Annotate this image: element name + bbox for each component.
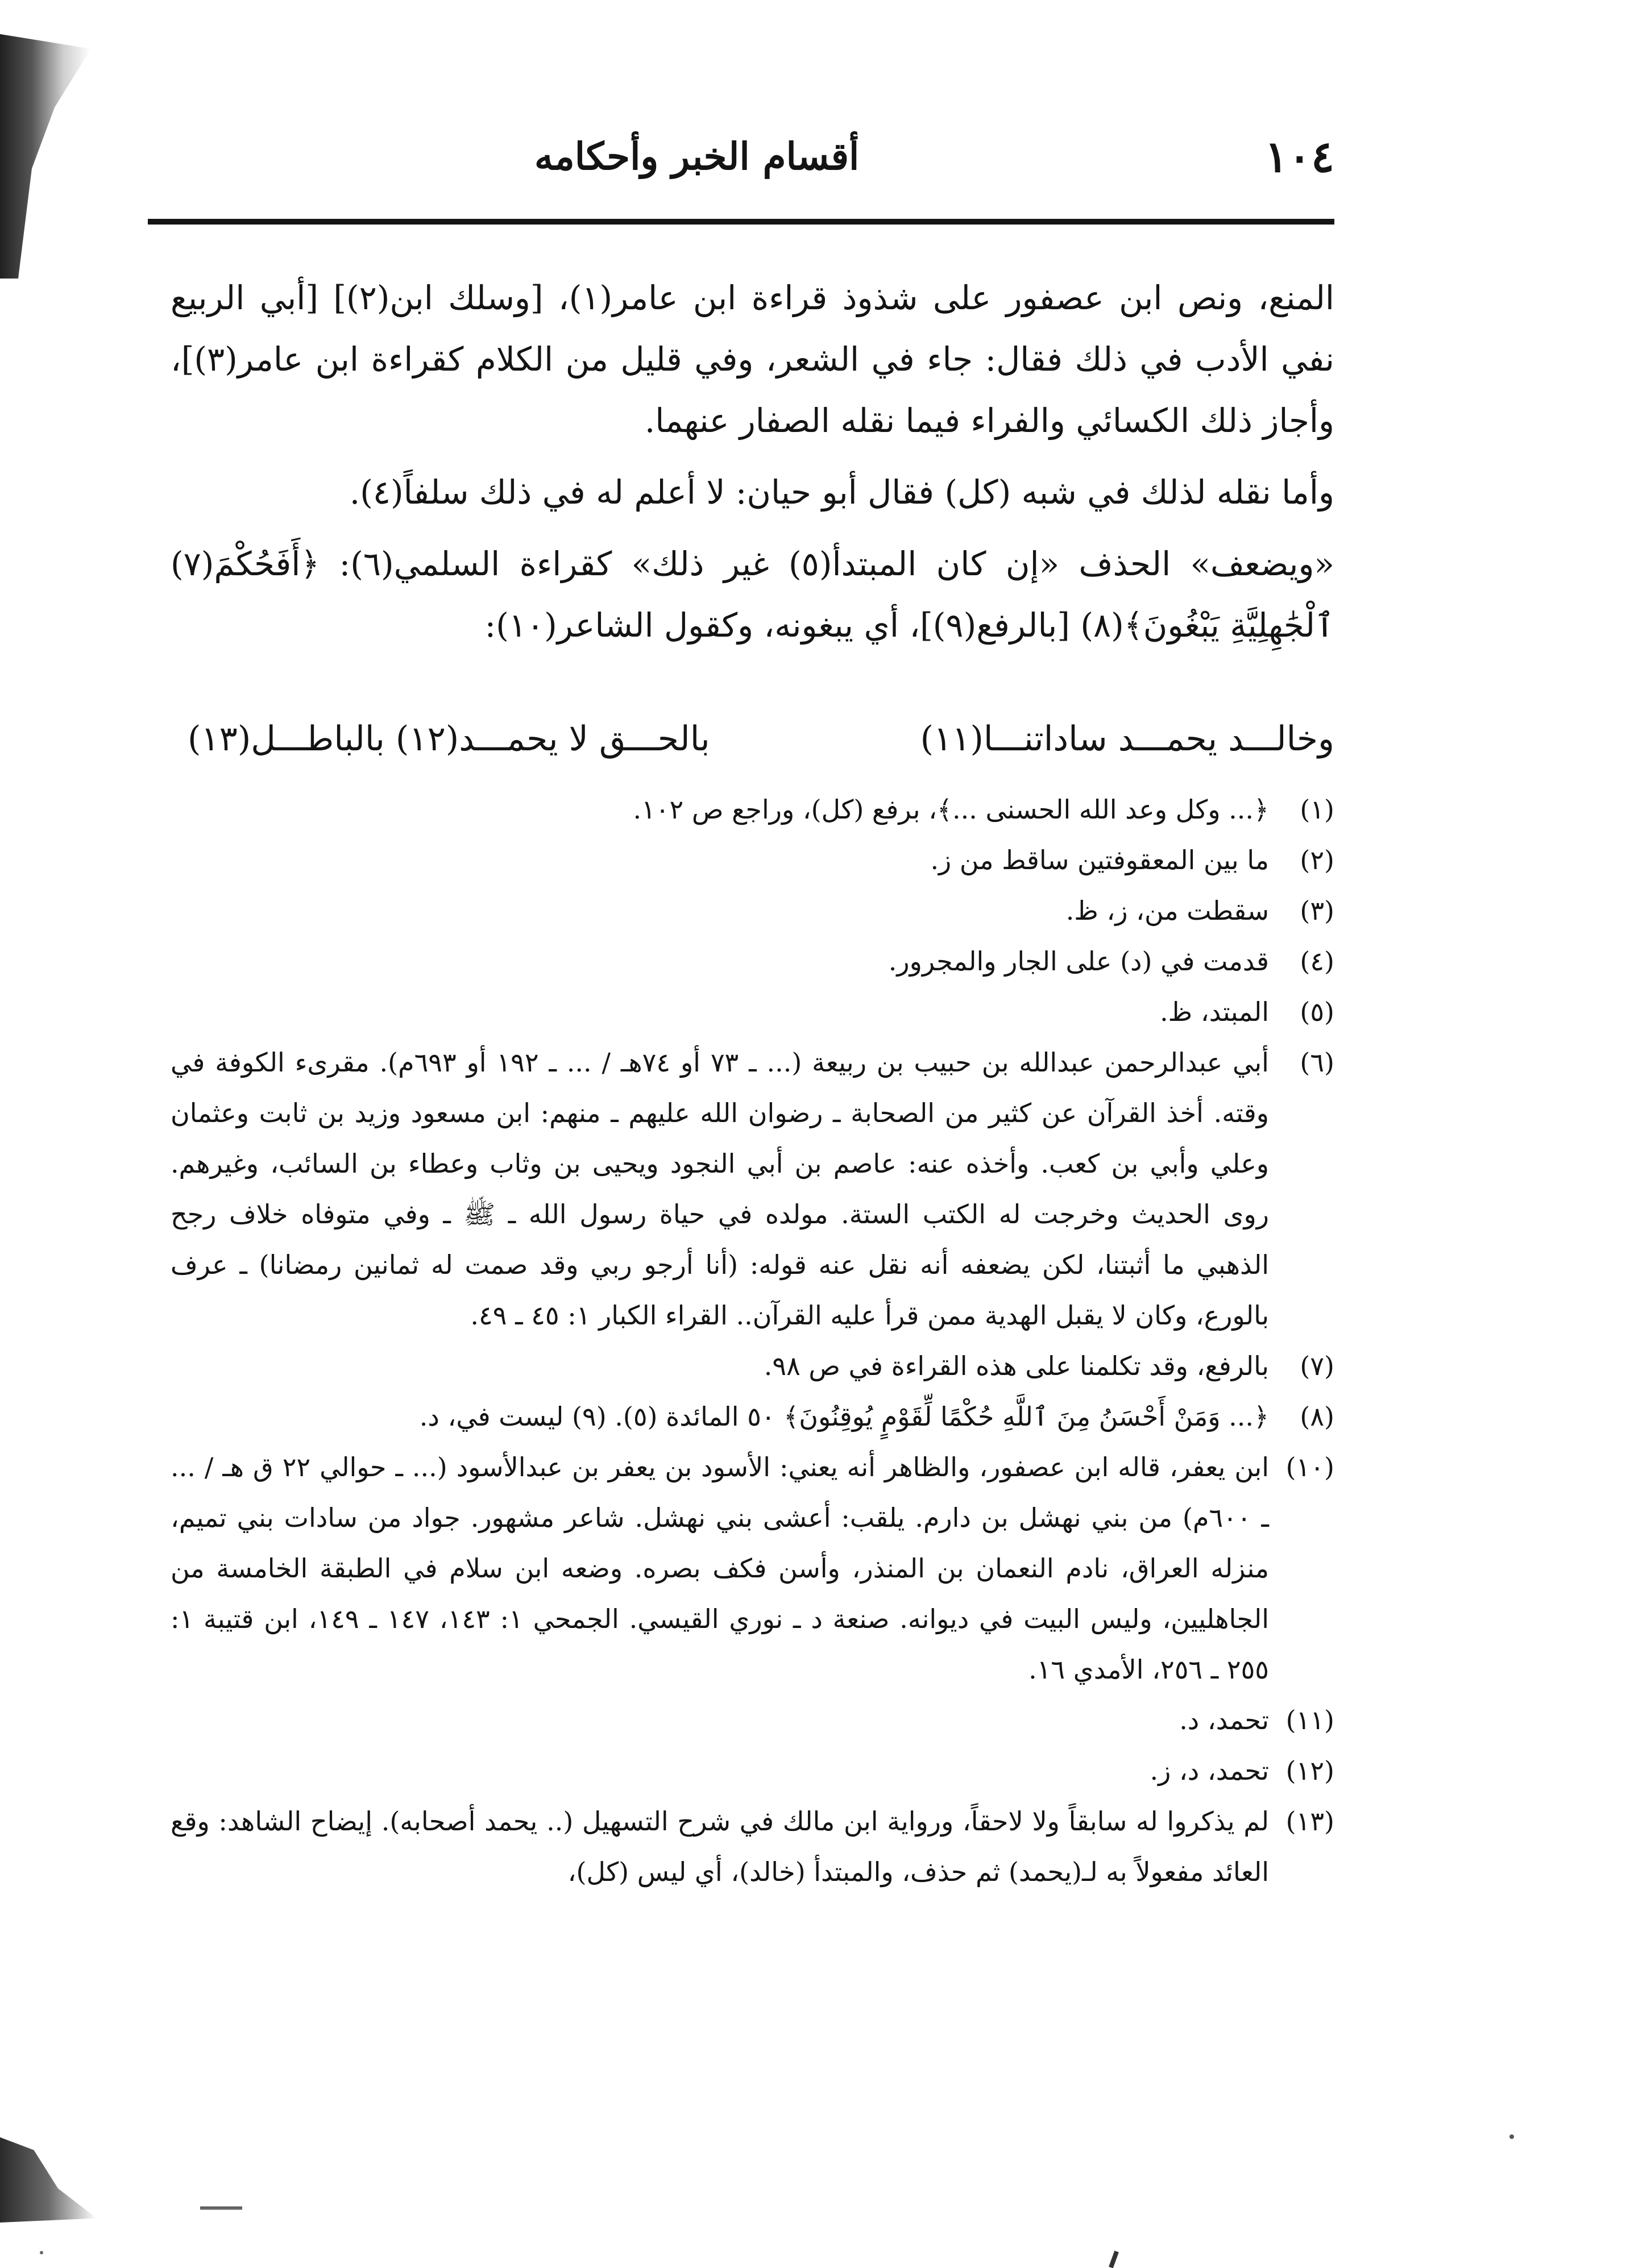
footnote-text: تحمد، د. [1179, 1705, 1269, 1735]
footnote-number: (٤) [1300, 946, 1334, 977]
header-rule [148, 219, 1334, 225]
paragraph-2: وأما نقله لذلك في شبه (كل) فقال أبو حيان: لا أعلم له في ذلك سلفاً(٤). [349, 473, 1334, 512]
footnote [171, 784, 1334, 835]
footnote-text: ﴿... وكل وعد الله الحسنى ...﴾، برفع (كل)، وراجع ص ١٠٢. [633, 794, 1269, 825]
footnote [171, 1341, 1334, 1391]
scan-mark [1109, 2251, 1119, 2268]
footnote-text: ابن يعفر، قاله ابن عصفور، والظاهر أنه يعني: الأسود بن يعفر بن عبدالأسود (... ـ حوالي ٢٢ ق هـ / ... ـ ٦٠٠م) من بني نهشل بن دارم. يلقب: أعشى بني نهشل. شاعر مشهور. جواد من سادات بني تميم، منزله العراق، نادم النعمان بن المنذر، وأسن فكف بصره. وضعه ابن سلام في الطبقة الخامسة من الجاهليين، وليس البيت في ديوانه. صنعة د ـ نوري القيسي. الجمحي ١: ١٤٣، ١٤٧ ـ ١٤٩، ابن قتيبة ١: ٢٥٥ ـ ٢٥٦، الأمدي ١٦. [171, 1452, 1270, 1685]
footnote-number: (١٠) [1285, 1452, 1334, 1482]
footnote [171, 1442, 1334, 1695]
page-header [148, 122, 1334, 190]
paragraph-3: «ويضعف» الحذف «إن كان المبتدأ(٥) غير ذلك» كقراءة السلمي(٦): ﴿أَفَحُكْمَ(٧) ٱلْجَٰهِلِيَّةِ يَبْغُونَ﴾(٨) [بالرفع(٩)]، أي يبغونه، وكقول الشاعر(١٠): [171, 545, 1334, 645]
footnote-text: أبي عبدالرحمن عبدالله بن حبيب بن ربيعة (... ـ ٧٣ أو ٧٤هـ / ... ـ ١٩٢ أو ٦٩٣م). مقرىء الكوفة في وقته. أخذ القرآن عن كثير من الصحابة ـ رضوان الله عليهم ـ منهم: ابن مسعود وزيد بن ثابت وعثمان وعلي وأبي بن كعب. وأخذه عنه: عاصم بن أبي النجود ويحيى بن وثاب وعطاء بن السائب، وغيرهم. روى الحديث وخرجت له الكتب الستة. مولده في حياة رسول الله ـ ﷺ ـ وفي متوفاه خلاف رجح الذهبي ما أثبتنا، لكن يضعفه أنه نقل عنه قوله: (أنا أرجو ربي وقد صمت له ثمانين رمضانا) ـ عرف بالورع، وكان لا يقبل الهدية ممن قرأ عليه القرآن.. القراء الكبار ١: ٤٥ ـ ٤٩. [171, 1047, 1269, 1331]
footnote-text: قدمت في (د) على الجار والمجرور. [888, 946, 1269, 977]
continuation-mark [200, 2207, 242, 2213]
footnote [171, 1391, 1334, 1442]
footnote [171, 936, 1334, 987]
footnote-number: (١) [1300, 794, 1334, 825]
footnotes [171, 784, 1334, 1897]
footnote-number: (٧) [1300, 1351, 1334, 1381]
footnote [171, 1746, 1334, 1796]
footnote-number: (١١) [1285, 1705, 1334, 1735]
footnote [171, 1796, 1334, 1897]
footnote-text: بالرفع، وقد تكلمنا على هذه القراءة في ص ٩٨. [764, 1351, 1269, 1381]
footnote-text: ﴿... وَمَنْ أَحْسَنُ مِنَ ٱللَّهِ حُكْمًا لِّقَوْمٍ يُوقِنُونَ﴾ ٥٠ المائدة (٥). (٩) ليست في، د. [419, 1401, 1269, 1432]
footnote-number: (٨) [1300, 1401, 1334, 1432]
footnote-text: المبتد، ظ. [1160, 996, 1269, 1027]
footnote-text: ما بين المعقوفتين ساقط من ز. [930, 845, 1269, 875]
paragraph-1: المنع، ونص ابن عصفور على شذوذ قراءة ابن عامر(١)، [وسلك ابن(٢)] [أبي الربيع نفي الأدب في ذلك فقال: جاء في الشعر، وفي قليل من الكلام كقراءة ابن عامر(٣)]، وأجاز ذلك الكسائي والفراء فيما نقله الصفار عنهما. [171, 279, 1334, 440]
footnote-number: (٢) [1300, 845, 1334, 875]
footnote [171, 1037, 1334, 1341]
footnote-number: (١٣) [1285, 1806, 1334, 1837]
verse-first-hemistich: وخالـــد يحمـــد ساداتنـــا(١١) [920, 719, 1334, 759]
footnote-text: تحمد، د، ز. [1150, 1755, 1269, 1786]
footnote [171, 835, 1334, 886]
footnote-number: (٦) [1300, 1047, 1334, 1078]
running-title: أقسام الخبر وأحكامه [534, 134, 860, 178]
footnote-text: لم يذكروا له سابقاً ولا لاحقاً، ورواية ابن مالك في شرح التسهيل (.. يحمد أصحابه). إيضاح الشاهد: وقع العائد مفعولاً به لـ(يحمد) ثم حذف، والمبتدأ (خالد)، أي ليس (كل)، [171, 1806, 1269, 1887]
footnote [171, 987, 1334, 1037]
poetry-verse [188, 719, 1334, 759]
footnote-number: (١٢) [1285, 1755, 1334, 1786]
footnote [171, 1695, 1334, 1746]
footnote-text: سقطت من، ز، ظ. [1065, 895, 1269, 926]
main-text [171, 267, 1334, 666]
footnote-number: (٥) [1300, 996, 1334, 1027]
verse-second-hemistich: بالحـــق لا يحمـــد(١٢) بالباطـــل(١٣) [188, 719, 710, 759]
page-number: ١٠٤ [1264, 131, 1334, 182]
footnote-number: (٣) [1300, 895, 1334, 926]
footnote [171, 886, 1334, 936]
